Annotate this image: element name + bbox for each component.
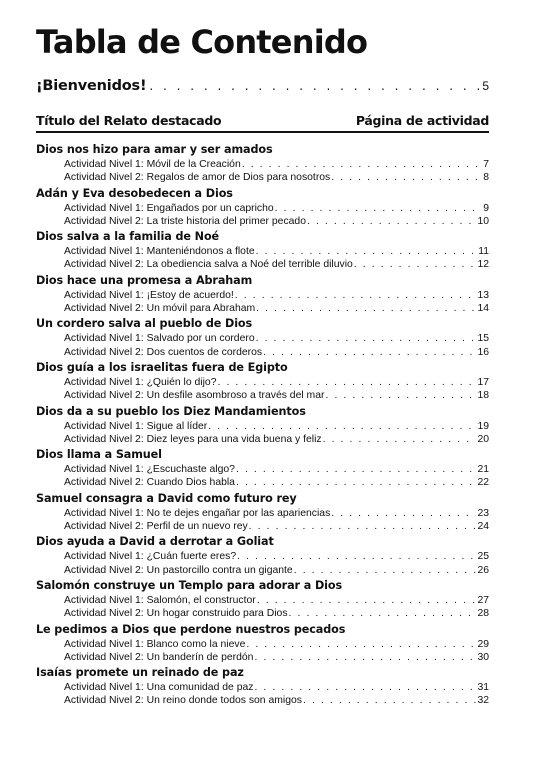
story-title[interactable]: Dios ayuda a David a derrotar a Goliat — [36, 535, 274, 549]
activity-label: Actividad Nivel 1: ¿Quién lo dijo? — [64, 376, 217, 388]
dot-leader — [242, 158, 483, 171]
activity-label: Actividad Nivel 2: Dos cuentos de corderos — [64, 346, 263, 358]
activity-label: Actividad Nivel 2: Un pastorcillo contra un gigante — [64, 564, 293, 576]
activity-page-number: 11 — [478, 246, 489, 258]
toc-section — [36, 230, 489, 274]
dot-leader — [263, 346, 476, 359]
activity-entry[interactable] — [64, 420, 489, 433]
activity-label: Actividad Nivel 2: Cuando Dios habla — [64, 477, 235, 489]
activity-entry[interactable] — [64, 433, 489, 446]
toc-section — [36, 535, 489, 579]
dot-leader — [294, 564, 477, 577]
activity-page-number: 7 — [483, 159, 489, 170]
activity-page-number: 9 — [483, 202, 489, 214]
activity-page-number: 19 — [477, 420, 489, 432]
welcome-label: ¡Bienvenidos! — [36, 78, 147, 94]
toc-entry-welcome[interactable] — [36, 78, 489, 94]
activity-label: Actividad Nivel 1: Salvado por un cordero — [64, 333, 255, 345]
activity-entry[interactable] — [64, 215, 489, 228]
dot-leader — [236, 476, 476, 489]
activity-page-number: 16 — [477, 346, 489, 358]
activity-page-number: 13 — [477, 289, 489, 301]
activity-page-number: 24 — [477, 520, 489, 532]
dot-leader — [254, 651, 476, 664]
dot-leader — [256, 245, 478, 258]
dot-leader — [254, 681, 476, 694]
activity-page-number: 17 — [477, 376, 489, 388]
activity-label: Actividad Nivel 2: Diez leyes para una vida buena y feliz — [64, 433, 322, 445]
toc-section — [36, 492, 489, 536]
activity-page-number: 15 — [477, 333, 489, 345]
activity-entry[interactable] — [64, 607, 489, 620]
dot-leader — [303, 694, 476, 707]
activity-entry[interactable] — [64, 564, 489, 577]
activity-label: Actividad Nivel 1: ¿Cuán fuerte eres? — [64, 551, 237, 563]
activity-page-number: 20 — [477, 433, 489, 445]
toc-section — [36, 579, 489, 623]
header-divider — [36, 131, 489, 133]
activity-entry[interactable] — [64, 332, 489, 345]
dot-leader — [149, 79, 479, 93]
story-title[interactable]: Le pedimos a Dios que perdone nuestros pecados — [36, 622, 346, 636]
toc-section — [36, 623, 489, 667]
activity-label: Actividad Nivel 2: Un móvil para Abraham — [64, 302, 256, 314]
dot-leader — [208, 420, 476, 433]
activity-label: Actividad Nivel 1: Engañados por un capricho — [64, 202, 274, 214]
dot-leader — [323, 433, 477, 446]
toc-section — [36, 448, 489, 492]
story-title[interactable]: Dios salva a la familia de Noé — [36, 230, 220, 244]
activity-entry[interactable] — [64, 550, 489, 563]
activity-page-number: 28 — [477, 608, 489, 620]
story-title[interactable]: Un cordero salva al pueblo de Dios — [36, 317, 253, 331]
dot-leader — [275, 202, 483, 215]
activity-page-number: 27 — [477, 594, 489, 606]
toc-section — [36, 666, 489, 710]
activity-page-number: 29 — [477, 638, 489, 650]
activity-page-number: 12 — [477, 259, 489, 271]
dot-leader — [256, 302, 476, 315]
activity-label: Actividad Nivel 2: La obediencia salva a Noé del terrible diluvio — [64, 259, 353, 271]
activity-entry[interactable] — [64, 681, 489, 694]
activity-entry[interactable] — [64, 158, 489, 171]
story-title[interactable]: Adán y Eva desobedecen a Dios — [36, 186, 233, 200]
dot-leader — [246, 638, 476, 651]
activity-page-number: 8 — [483, 172, 489, 184]
activity-label: Actividad Nivel 1: Manteniéndonos a flote — [64, 246, 255, 258]
column-header-story-title: Título del Relato destacado — [36, 113, 222, 128]
activity-page-number: 23 — [477, 507, 489, 519]
activity-entry[interactable] — [64, 694, 489, 707]
activity-label: Actividad Nivel 1: Una comunidad de paz — [64, 682, 254, 694]
story-title[interactable]: Samuel consagra a David como futuro rey — [36, 491, 297, 505]
toc-section — [36, 361, 489, 405]
activity-entry[interactable] — [64, 258, 489, 271]
dot-leader — [289, 607, 477, 620]
activity-page-number: 21 — [477, 464, 489, 476]
activity-page-number: 18 — [477, 390, 489, 402]
activity-label: Actividad Nivel 1: ¡Estoy de acuerdo! — [64, 289, 234, 301]
dot-leader — [249, 520, 477, 533]
activity-label: Actividad Nivel 1: Salomón, el constructor — [64, 594, 256, 606]
activity-label: Actividad Nivel 2: La triste historia del primer pecado — [64, 215, 306, 227]
story-title[interactable]: Salomón construye un Templo para adorar a Dios — [36, 578, 343, 592]
activity-entry[interactable] — [64, 171, 489, 184]
toc-section — [36, 317, 489, 361]
story-title[interactable]: Dios da a su pueblo los Diez Mandamientos — [36, 404, 306, 418]
story-title[interactable]: Dios guía a los israelitas fuera de Egipto — [36, 360, 288, 374]
activity-entry[interactable] — [64, 651, 489, 664]
activity-page-number: 10 — [477, 215, 489, 227]
dot-leader — [331, 507, 476, 520]
activity-label: Actividad Nivel 2: Un reino donde todos son amigos — [64, 695, 302, 707]
dot-leader — [325, 389, 476, 402]
activity-entry[interactable] — [64, 463, 489, 476]
activity-label: Actividad Nivel 2: Un banderín de perdón — [64, 651, 254, 663]
story-title[interactable]: Dios llama a Samuel — [36, 448, 162, 462]
activity-entry[interactable] — [64, 476, 489, 489]
activity-label: Actividad Nivel 2: Regalos de amor de Dios para nosotros — [64, 172, 331, 184]
activity-page-number: 30 — [477, 651, 489, 663]
toc-section — [36, 187, 489, 231]
dot-leader — [236, 463, 476, 476]
dot-leader — [235, 289, 477, 302]
dot-leader — [237, 550, 476, 563]
activity-page-number: 25 — [477, 551, 489, 563]
activity-label: Actividad Nivel 2: Perfil de un nuevo rey — [64, 520, 248, 532]
welcome-page-number: 5 — [482, 79, 489, 93]
page-title: Tabla de Contenido — [36, 23, 368, 61]
activity-page-number: 14 — [477, 302, 489, 314]
dot-leader — [257, 594, 477, 607]
activity-page-number: 22 — [477, 477, 489, 489]
activity-entry[interactable] — [64, 202, 489, 215]
dot-leader — [256, 332, 477, 345]
activity-label: Actividad Nivel 1: No te dejes engañar por las apariencias — [64, 507, 331, 519]
toc-section — [36, 405, 489, 449]
dot-leader — [307, 215, 476, 228]
dot-leader — [217, 376, 476, 389]
toc-list — [36, 143, 489, 710]
activity-entry[interactable] — [64, 389, 489, 402]
activity-label: Actividad Nivel 1: Blanco como la nieve — [64, 638, 246, 650]
activity-entry[interactable] — [64, 302, 489, 315]
activity-label: Actividad Nivel 1: Sigue al líder — [64, 420, 208, 432]
toc-section — [36, 143, 489, 187]
toc-section — [36, 274, 489, 318]
activity-entry[interactable] — [64, 507, 489, 520]
activity-entry[interactable] — [64, 520, 489, 533]
activity-entry[interactable] — [64, 638, 489, 651]
column-headers — [36, 113, 489, 128]
story-title[interactable]: Isaías promete un reinado de paz — [36, 666, 244, 680]
activity-label: Actividad Nivel 1: ¿Escuchaste algo? — [64, 464, 235, 476]
activity-entry[interactable] — [64, 289, 489, 302]
activity-page-number: 32 — [477, 695, 489, 707]
column-header-activity-page: Página de actividad — [355, 113, 489, 128]
activity-entry[interactable] — [64, 376, 489, 389]
activity-label: Actividad Nivel 2: Un hogar construido para Dios — [64, 608, 288, 620]
activity-label: Actividad Nivel 1: Móvil de la Creación — [64, 159, 241, 170]
story-title[interactable]: Dios hace una promesa a Abraham — [36, 273, 253, 287]
story-title[interactable]: Dios nos hizo para amar y ser amados — [36, 143, 273, 156]
activity-entry[interactable] — [64, 346, 489, 359]
activity-entry[interactable] — [64, 245, 489, 258]
activity-page-number: 26 — [477, 564, 489, 576]
activity-page-number: 31 — [477, 682, 489, 694]
dot-leader — [354, 258, 477, 271]
activity-label: Actividad Nivel 2: Un desfile asombroso a través del mar — [64, 390, 325, 402]
activity-entry[interactable] — [64, 594, 489, 607]
dot-leader — [331, 171, 482, 184]
